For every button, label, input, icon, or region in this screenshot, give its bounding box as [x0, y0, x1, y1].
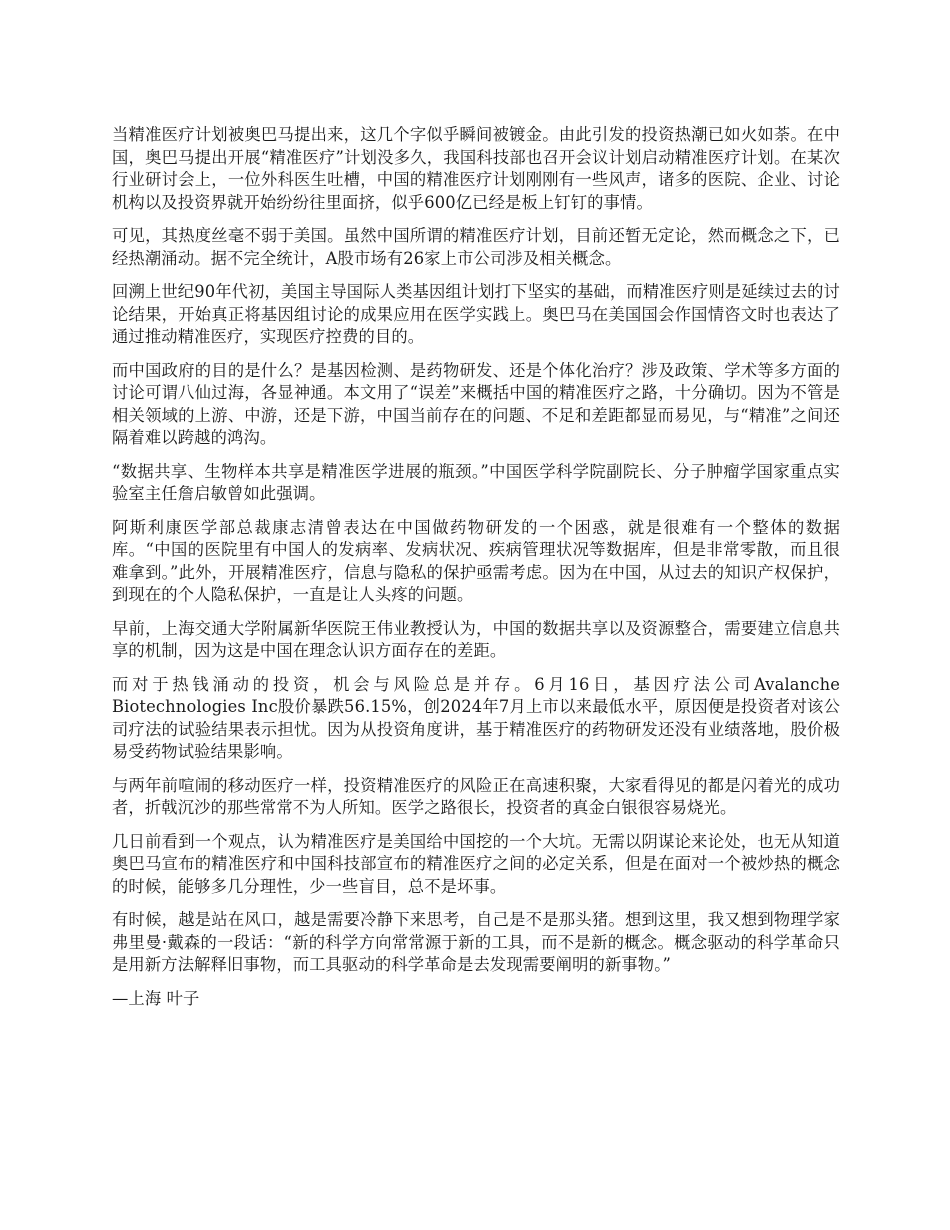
- paragraph-5: “数据共享、生物样本共享是精准医学进展的瓶颈。”中国医学科学院副院长、分子肿瘤学国家重点实验室主任詹启敏曾如此强调。: [112, 461, 840, 503]
- paragraph-7: 早前，上海交通大学附属新华医院王伟业教授认为，中国的数据共享以及资源整合，需要建立信息共享的机制，因为这是中国在理念认识方面存在的差距。: [112, 618, 840, 660]
- paragraph-9: 与两年前喧闹的移动医疗一样，投资精准医疗的风险正在高速积聚，大家看得见的都是闪着光的成功者，折戟沉沙的那些常常不为人所知。医学之路很长，投资者的真金白银很容易烧光。: [112, 775, 840, 817]
- paragraph-3: 回溯上世纪90年代初，美国主导国际人类基因组计划打下坚实的基础，而精准医疗则是延续过去的讨论结果，开始真正将基因组讨论的成果应用在医学实践上。奥巴马在美国国会作国情咨文时也表达了通过推动精准医疗，实现医疗控费的目的。: [112, 282, 840, 346]
- paragraph-2: 可见，其热度丝毫不弱于美国。虽然中国所谓的精准医疗计划，目前还暂无定论，然而概念之下，已经热潮涌动。据不完全统计，A股市场有26家上市公司涉及相关概念。: [112, 226, 840, 268]
- author-signature: —上海 叶子: [112, 988, 200, 1008]
- paragraph-10: 几日前看到一个观点，认为精准医疗是美国给中国挖的一个大坑。无需以阴谋论来论处，也无从知道奥巴马宣布的精准医疗和中国科技部宣布的精准医疗之间的必定关系，但是在面对一个被炒热的概念的时候，能够多几分理性，少一些盲目，总不是坏事。: [112, 831, 840, 896]
- paragraph-1: 当精准医疗计划被奥巴马提出来，这几个字似乎瞬间被镀金。由此引发的投资热潮已如火如荼。在中国，奥巴马提出开展“精准医疗”计划没多久，我国科技部也召开会议计划启动精准医疗计划。在某次行业研讨会上，一位外科医生吐槽，中国的精准医疗计划刚刚有一些风声，诸多的医院、企业、讨论机构以及投资界就开始纷纷往里面挤，似乎600亿已经是板上钉钉的事情。: [112, 125, 840, 212]
- article-body: [112, 124, 840, 1021]
- paragraph-4: 而中国政府的目的是什么？是基因检测、是药物研发、还是个体化治疗？涉及政策、学术等多方面的讨论可谓八仙过海，各显神通。本文用了“误差”来概括中国的精准医疗之路，十分确切。因为不管是相关领域的上游、中游，还是下游，中国当前存在的问题、不足和差距都显而易见，与“精准”之间还隔着难以跨越的鸿沟。: [112, 360, 840, 447]
- paragraph-8: 而对于热钱涌动的投资，机会与风险总是并存。6月16日，基因疗法公司Avalanche Biotechnologies Inc股价暴跌56.15%，创2024年7月上市以来最低水平，原因便是投资者对该公司疗法的试验结果表示担忧。因为从投资角度讲，基于精准医疗的药物研发还没有业绩落地，股价极易受药物试验结果影响。: [112, 674, 840, 761]
- paragraph-11: 有时候，越是站在风口，越是需要冷静下来思考，自己是不是那头猪。想到这里，我又想到物理学家弗里曼·戴森的一段话：“新的科学方向常常源于新的工具，而不是新的概念。概念驱动的科学革命只是用新方法解释旧事物，而工具驱动的科学革命是去发现需要阐明的新事物。”: [112, 910, 840, 974]
- paragraph-6: 阿斯利康医学部总裁康志清曾表达在中国做药物研发的一个困惑，就是很难有一个整体的数据库。“中国的医院里有中国人的发病率、发病状况、疾病管理状况等数据库，但是非常零散，而且很难拿到。”此外，开展精准医疗，信息与隐私的保护亟需考虑。因为在中国，从过去的知识产权保护，到现在的个人隐私保护，一直是让人头疼的问题。: [112, 517, 840, 604]
